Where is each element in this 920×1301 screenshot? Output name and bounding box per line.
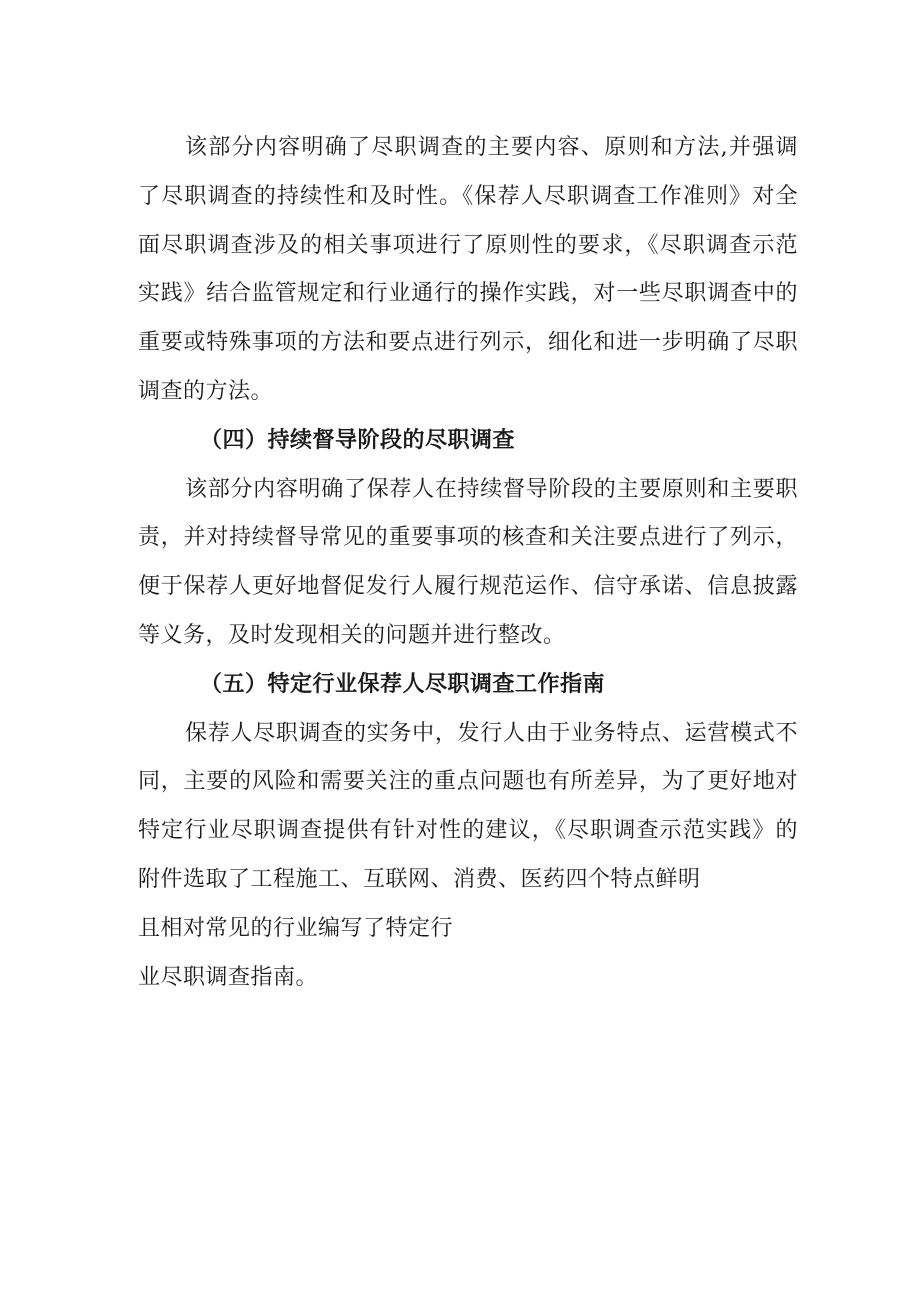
paragraph-due-diligence-methods: 该部分内容明确了尽职调查的主要内容、原则和方法,并强调了尽职调查的持续性和及时性。《保荐人尽职调查工作准则》对全面尽职调查涉及的相关事项进行了原则性的要求，《尽职调查示范实践》结合监管规定和行业通行的操作实践，对一些尽职调查中的重要或特殊事项的方法和要点进行列示，细化和进一步明确了尽职调查的方法。: [138, 135, 798, 404]
paragraph-continuous-supervision: 该部分内容明确了保荐人在持续督导阶段的主要原则和主要职责，并对持续督导常见的重要事项的核查和关注要点进行了列示，便于保荐人更好地督促发行人履行规范运作、信守承诺、信息披露等义务，及时发现相关的问题并进行整改。: [138, 476, 798, 648]
heading-industry-guidelines: （五）特定行业保荐人尽职调查工作指南: [200, 671, 606, 697]
paragraph-industry-guidelines-line-6: 且相对常见的行业编写了特定行: [138, 915, 454, 941]
paragraph-industry-guidelines-line-7: 业尽职调查指南。: [138, 964, 319, 990]
document-body: [138, 124, 798, 1002]
heading-continuous-supervision: （四）持续督导阶段的尽职调查: [200, 427, 516, 453]
paragraph-industry-guidelines: 保荐人尽职调查的实务中，发行人由于业务特点、运营模式不同，主要的风险和需要关注的重点问题也有所差异，为了更好地对特定行业尽职调查提供有针对性的建议，《尽职调查示范实践》的附件选取了工程施工、互联网、消费、医药四个特点鲜明: [138, 720, 798, 892]
